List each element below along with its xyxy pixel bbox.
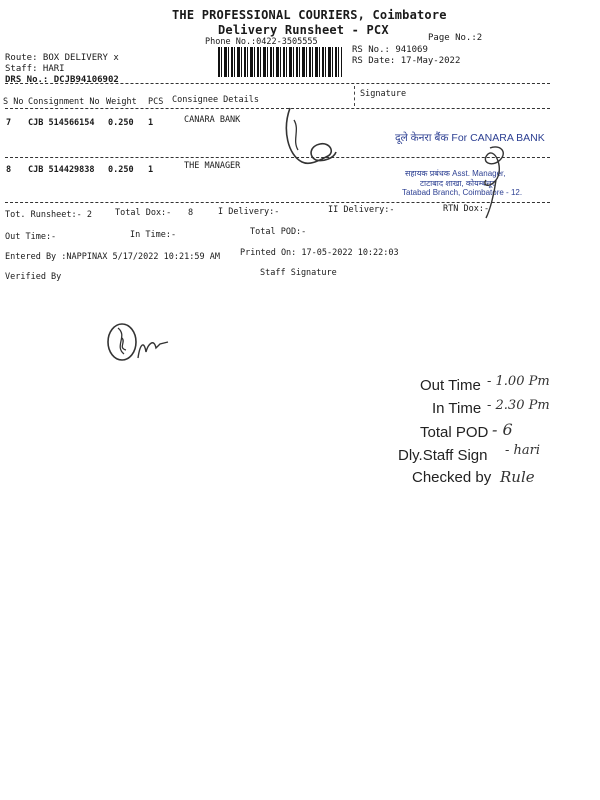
rs-number: RS No.: 941069 [352,45,428,55]
staff: Staff: HARI [5,64,65,74]
handwritten-value: - hari [505,443,541,458]
row-weight: 0.250 [108,118,134,128]
handwritten-value: - 6 [492,420,513,439]
total-pod-label: Total POD:- [250,227,307,237]
verifier-signature [100,318,190,368]
header-consignee: Consignee Details [172,95,259,105]
row-sno: 8 [6,165,12,175]
stamp-line: दूले केनरा बैंक For CANARA BANK [395,132,545,144]
handwritten-label: Checked by [412,469,492,486]
column-divider [354,86,355,106]
stamp-line: Tatabad Branch, Coimbatore - 12. [402,188,523,197]
handwritten-label: Total POD [420,424,489,441]
header-weight: Weight [106,97,137,107]
handwritten-value: - 1.00 Pm [487,374,550,389]
total-runsheet: Tot. Runsheet:- 2 [5,210,92,220]
phone-number: Phone No.:0422-3505555 [205,37,318,47]
i-delivery: I Delivery:- [218,207,280,217]
total-dox-value: 8 [188,208,194,218]
header-pcs: PCS [148,97,164,107]
verified-by: Verified By [5,272,62,282]
handwritten-label: Out Time [420,377,481,394]
handwritten-label: Dly.Staff Sign [398,447,488,464]
row-pcs: 1 [148,165,154,175]
header-consignment: Consignment No [28,97,100,107]
row-consignee: CANARA BANK [184,115,241,125]
ii-delivery: II Delivery:- [328,205,395,215]
header-sno: S No [3,97,24,107]
divider [5,108,550,109]
stamp-line: टाटाबाद शाखा, कोयम्बत्तूर [420,179,495,188]
entered-by: Entered By :NAPPINAX 5/17/2022 10:21:59 AM [5,252,220,262]
drs-number: DRS No.: DCJB94106902 [5,75,119,85]
row-consignment: CJB 514429838 [28,165,95,175]
rtn-dox: RTN Dox:- [443,204,490,214]
header-signature: Signature [360,89,407,99]
out-time-label: Out Time:- [5,232,57,242]
barcode [218,47,342,77]
row-consignment: CJB 514566154 [28,118,95,128]
row-pcs: 1 [148,118,154,128]
in-time-label: In Time:- [130,230,177,240]
row-consignee: THE MANAGER [184,161,241,171]
divider [5,83,550,84]
handwritten-value: - 2.30 Pm [487,398,550,413]
receiver-signature [280,100,350,180]
total-dox-label: Total Dox:- [115,208,172,218]
printed-on: Printed On: 17-05-2022 10:22:03 [240,248,399,258]
stamp-line: सहायक प्रबंधक Asst. Manager, [405,169,506,178]
row-sno: 7 [6,118,12,128]
handwritten-value: Rule [500,468,535,486]
handwritten-label: In Time [432,400,482,417]
company-name: THE PROFESSIONAL COURIERS, Coimbatore [172,8,447,22]
page-number: Page No.:2 [428,33,483,43]
staff-signature-label: Staff Signature [260,268,337,278]
rs-date: RS Date: 17-May-2022 [352,56,461,66]
route: Route: BOX DELIVERY x [5,53,119,63]
row-weight: 0.250 [108,165,134,175]
document-title: Delivery Runsheet - PCX [218,23,389,37]
